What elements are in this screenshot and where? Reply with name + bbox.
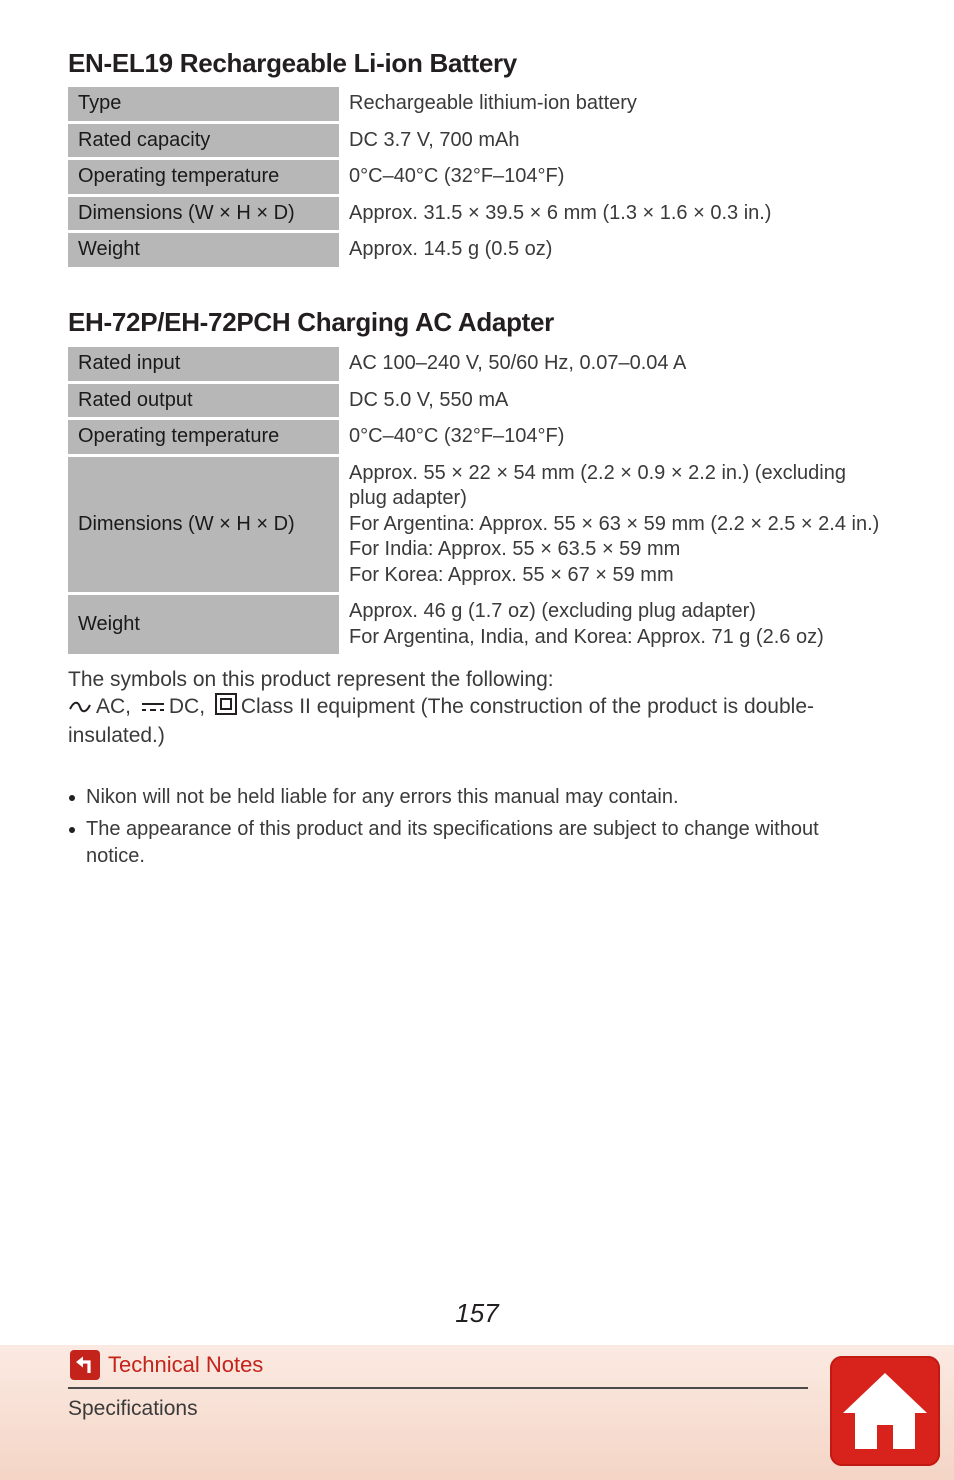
symbols-intro: The symbols on this product represent the following: bbox=[68, 668, 554, 691]
spec-value-line: For Korea: Approx. 55 × 67 × 59 mm bbox=[349, 563, 674, 586]
footer-divider bbox=[68, 1387, 808, 1389]
spec-row bbox=[68, 124, 888, 161]
symbols-legend bbox=[68, 693, 838, 749]
spec-label: Dimensions (W × H × D) bbox=[68, 457, 339, 596]
spec-value bbox=[339, 233, 888, 270]
spec-value-line: For Argentina, India, and Korea: Approx. 71 g (2.6 oz) bbox=[349, 625, 824, 648]
spec-row bbox=[68, 457, 888, 596]
battery-section-title: EN-EL19 Rechargeable Li-ion Battery bbox=[68, 48, 517, 78]
ac-label: AC, bbox=[96, 695, 132, 719]
battery-spec-table bbox=[68, 87, 888, 270]
adapter-spec-table bbox=[68, 347, 888, 657]
footer-section-label: Specifications bbox=[68, 1397, 198, 1420]
spec-value bbox=[339, 457, 888, 596]
home-icon bbox=[839, 1369, 931, 1453]
footer bbox=[0, 1345, 954, 1480]
technical-notes-label: Technical Notes bbox=[108, 1352, 264, 1377]
spec-row bbox=[68, 595, 888, 657]
spec-label: Operating temperature bbox=[68, 420, 339, 457]
class-ii-label: Class II equipment (The construction of the product is double-insulated.) bbox=[68, 695, 815, 747]
ac-symbol-icon bbox=[68, 694, 92, 721]
page-number: 157 bbox=[455, 1298, 499, 1328]
back-arrow-icon bbox=[70, 1350, 100, 1380]
spec-row bbox=[68, 420, 888, 457]
spec-value-line: 0°C–40°C (32°F–104°F) bbox=[349, 165, 565, 187]
spec-label: Rated output bbox=[68, 384, 339, 421]
spec-label: Dimensions (W × H × D) bbox=[68, 197, 339, 234]
spec-value-line: DC 5.0 V, 550 mA bbox=[349, 388, 509, 411]
technical-notes-link[interactable] bbox=[70, 1349, 263, 1381]
spec-row bbox=[68, 384, 888, 421]
spec-value bbox=[339, 420, 888, 457]
spec-value-line: For Argentina: Approx. 55 × 63 × 59 mm (2.2 × 2.5 × 2.4 in.) bbox=[349, 512, 880, 535]
note-item: The appearance of this product and its specifications are subject to change without notice. bbox=[68, 816, 848, 870]
spec-value-line: DC 3.7 V, 700 mAh bbox=[349, 128, 520, 151]
spec-row bbox=[68, 87, 888, 124]
spec-value-line: Approx. 46 g (1.7 oz) (excluding plug adapter) bbox=[349, 600, 756, 622]
spec-value bbox=[339, 124, 888, 161]
spec-value-line: AC 100–240 V, 50/60 Hz, 0.07–0.04 A bbox=[349, 352, 687, 374]
spec-value-line: Approx. 55 × 22 × 54 mm (2.2 × 0.9 × 2.2 in.) (excluding bbox=[349, 461, 846, 484]
spec-value bbox=[339, 595, 888, 657]
spec-value-line: plug adapter) bbox=[349, 487, 467, 509]
note-item: Nikon will not be held liable for any errors this manual may contain. bbox=[68, 784, 848, 811]
spec-value-line: Rechargeable lithium-ion battery bbox=[349, 92, 637, 114]
spec-value-line: 0°C–40°C (32°F–104°F) bbox=[349, 425, 565, 447]
notes-list bbox=[68, 784, 848, 875]
spec-row bbox=[68, 233, 888, 270]
spec-value bbox=[339, 197, 888, 234]
symbols-paragraph bbox=[68, 666, 838, 749]
spec-label: Rated input bbox=[68, 347, 339, 384]
spec-value bbox=[339, 160, 888, 197]
adapter-section-title: EH-72P/EH-72PCH Charging AC Adapter bbox=[68, 307, 554, 337]
dc-symbol-icon bbox=[141, 694, 165, 721]
spec-value-line: Approx. 14.5 g (0.5 oz) bbox=[349, 238, 553, 260]
spec-row bbox=[68, 347, 888, 384]
spec-value-line: For India: Approx. 55 × 63.5 × 59 mm bbox=[349, 538, 681, 560]
spec-label: Rated capacity bbox=[68, 124, 339, 161]
spec-row bbox=[68, 160, 888, 197]
dc-label: DC, bbox=[168, 695, 206, 719]
spec-value-line: Approx. 31.5 × 39.5 × 6 mm (1.3 × 1.6 × 0.3 in.) bbox=[349, 201, 772, 224]
spec-label: Type bbox=[68, 87, 339, 124]
spec-label: Weight bbox=[68, 595, 339, 657]
spec-value bbox=[339, 347, 888, 384]
spec-value bbox=[339, 384, 888, 421]
spec-value bbox=[339, 87, 888, 124]
home-button[interactable] bbox=[830, 1356, 940, 1466]
spec-row bbox=[68, 197, 888, 234]
spec-label: Weight bbox=[68, 233, 339, 270]
class-ii-symbol-icon bbox=[215, 693, 237, 722]
spec-label: Operating temperature bbox=[68, 160, 339, 197]
